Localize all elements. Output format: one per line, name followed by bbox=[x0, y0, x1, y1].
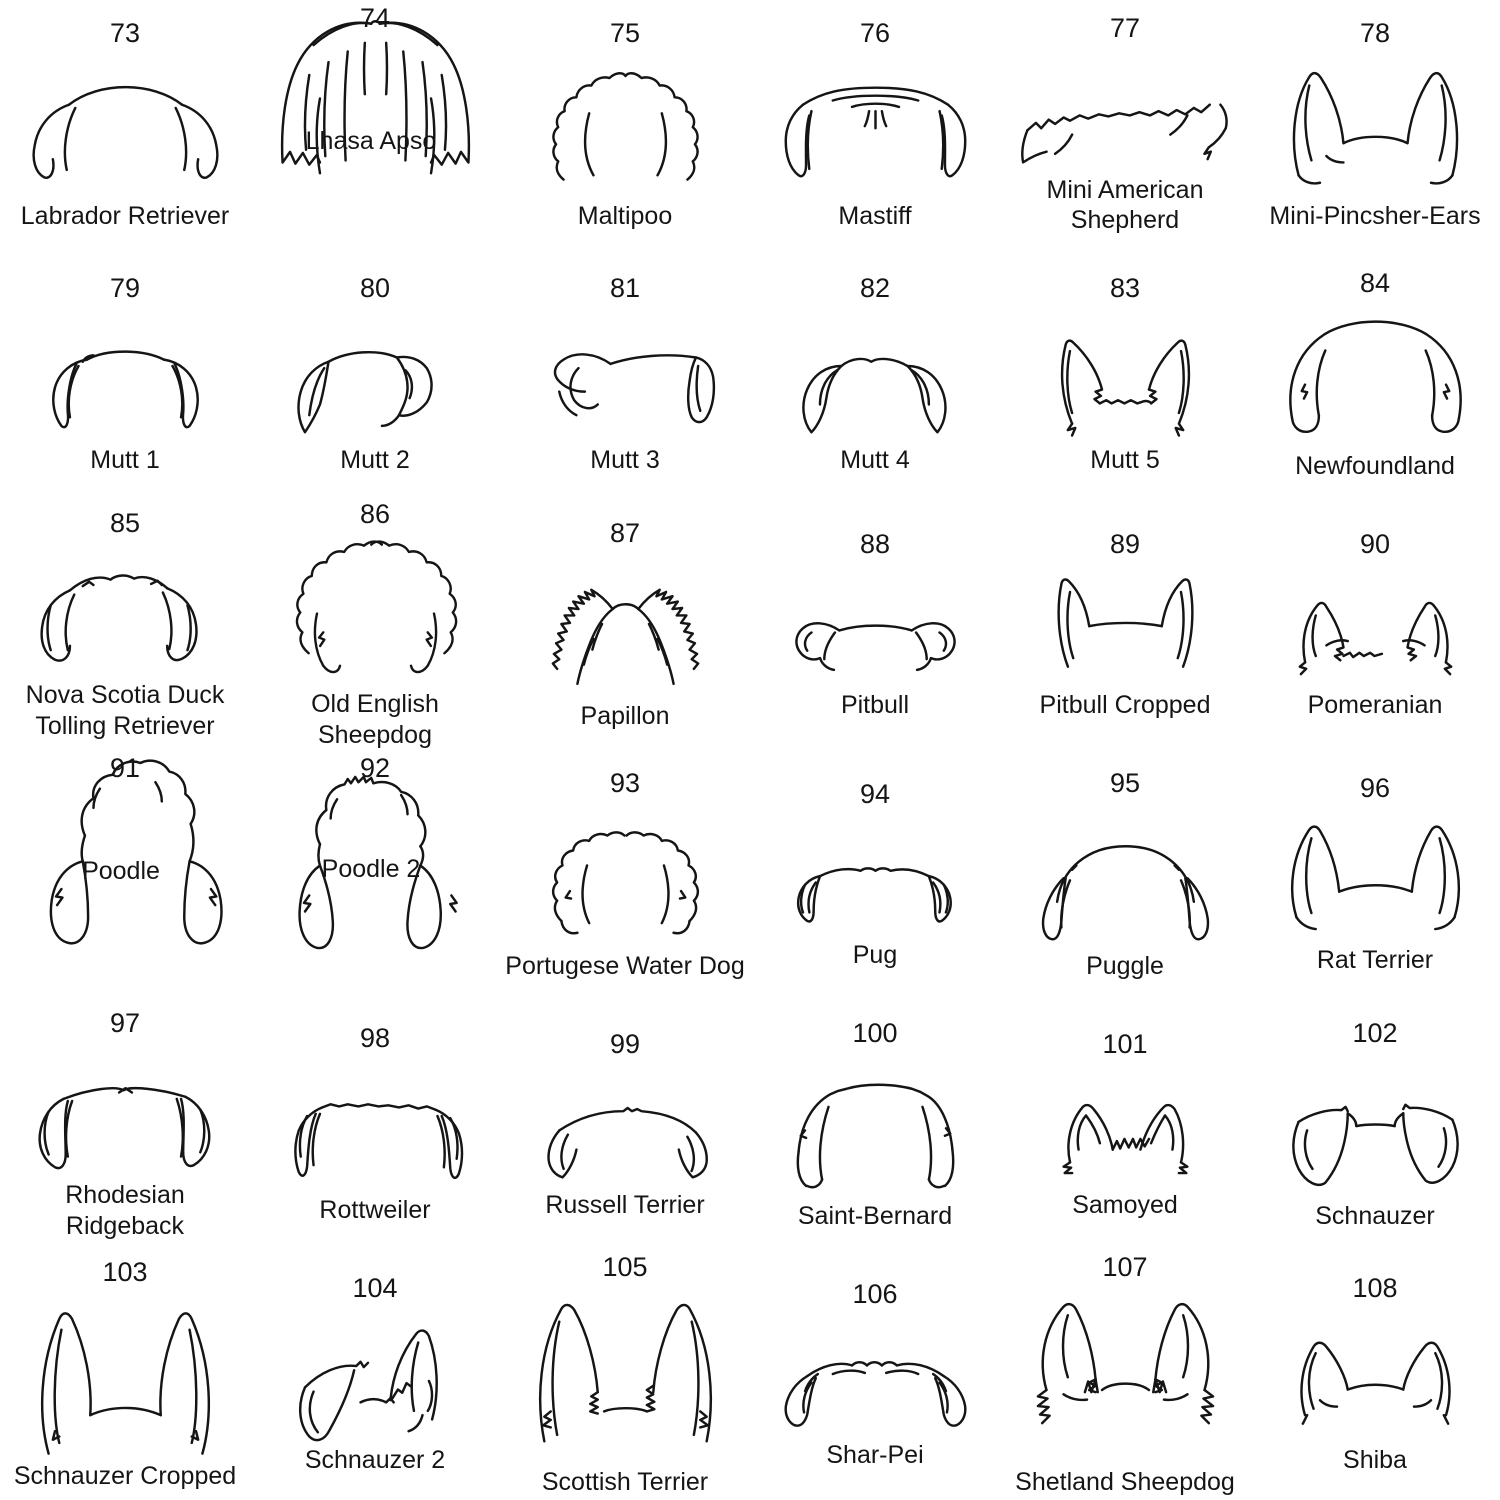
samoyed-ears-drawing bbox=[1008, 1060, 1243, 1188]
puggle-ears-drawing bbox=[1008, 799, 1243, 949]
ear-cell bbox=[1000, 500, 1250, 750]
ear-label: Russell Terrier bbox=[545, 1190, 705, 1219]
mutt3-ears-drawing bbox=[508, 304, 743, 443]
pwd-ears-drawing bbox=[508, 799, 743, 949]
ear-number: 86 bbox=[359, 499, 391, 529]
ear-number: 107 bbox=[1102, 1251, 1148, 1282]
ear-label: Scottish Terrier bbox=[541, 1467, 709, 1496]
ear-cell bbox=[500, 1250, 750, 1500]
pomeranian-ears-drawing bbox=[1258, 560, 1493, 688]
ear-number: 77 bbox=[1109, 13, 1141, 44]
ear-cell bbox=[1250, 0, 1500, 250]
scottie-ears-drawing bbox=[508, 1283, 743, 1465]
ear-cell bbox=[1000, 250, 1250, 500]
ear-number: 106 bbox=[852, 1278, 898, 1309]
ear-number: 89 bbox=[1109, 528, 1141, 559]
ear-label: Newfoundland bbox=[1295, 451, 1455, 480]
schnauzer2-ears-drawing bbox=[258, 1304, 493, 1443]
ear-label: Mini American Shepherd bbox=[1046, 175, 1204, 235]
ear-label: Pug bbox=[852, 940, 898, 969]
ear-cell bbox=[500, 1000, 750, 1250]
ear-cell bbox=[750, 750, 1000, 1000]
ear-number: 99 bbox=[609, 1028, 641, 1059]
sheltie-ears-drawing bbox=[1008, 1283, 1243, 1465]
mutt2-ears-drawing bbox=[258, 304, 493, 443]
ear-number: 82 bbox=[859, 273, 891, 304]
ear-number: 81 bbox=[609, 273, 641, 304]
miniamerican-ears-drawing bbox=[1008, 45, 1243, 173]
maltipoo-ears-drawing bbox=[508, 49, 743, 199]
ear-number: 105 bbox=[602, 1251, 648, 1282]
saintbernard-ears-drawing bbox=[758, 1049, 993, 1199]
ear-number: 94 bbox=[859, 778, 891, 809]
ear-label: Rhodesian Ridgeback bbox=[65, 1181, 185, 1240]
ear-label: Schnauzer Cropped bbox=[13, 1462, 237, 1491]
ear-cell bbox=[1000, 1250, 1250, 1500]
mutt1-ears-drawing bbox=[8, 304, 243, 443]
ear-cell bbox=[0, 1000, 250, 1250]
rhodesian-ears-drawing bbox=[8, 1039, 243, 1178]
ear-label: Schnauzer 2 bbox=[304, 1446, 446, 1475]
ear-label: Shiba bbox=[1343, 1446, 1407, 1475]
ear-cell bbox=[0, 1250, 250, 1500]
ear-number: 88 bbox=[859, 528, 891, 559]
mastiff-ears-drawing bbox=[758, 49, 993, 199]
ear-number: 102 bbox=[1352, 1017, 1398, 1048]
ear-number: 76 bbox=[859, 17, 891, 48]
ear-cell bbox=[0, 250, 250, 500]
ear-cell bbox=[250, 500, 500, 750]
ear-label: Puggle bbox=[1086, 951, 1164, 980]
ear-number: 87 bbox=[609, 517, 641, 548]
ear-cell bbox=[1250, 250, 1500, 500]
ear-number: 75 bbox=[609, 17, 641, 48]
ear-label: Lhasa Apso bbox=[305, 127, 437, 155]
ear-cell bbox=[0, 0, 250, 250]
oldenglish-ears-drawing bbox=[258, 530, 493, 687]
shiba-ears-drawing bbox=[1258, 1304, 1493, 1443]
ear-label: Shar-Pei bbox=[826, 1440, 924, 1469]
ear-cell bbox=[0, 750, 250, 1000]
ear-number: 108 bbox=[1352, 1273, 1398, 1304]
ear-number: 90 bbox=[1359, 528, 1391, 559]
ear-label: Portugese Water Dog bbox=[505, 951, 745, 980]
ear-cell bbox=[500, 750, 750, 1000]
schnauzer-ears-drawing bbox=[1258, 1049, 1493, 1199]
ear-label: Pomeranian bbox=[1307, 690, 1443, 719]
ear-cell bbox=[1250, 1250, 1500, 1500]
newfoundland-ears-drawing bbox=[1258, 299, 1493, 449]
pug-ears-drawing bbox=[758, 810, 993, 938]
ear-cell bbox=[250, 250, 500, 500]
russell-ears-drawing bbox=[508, 1060, 743, 1188]
ear-label: Pitbull Cropped bbox=[1039, 690, 1211, 719]
mutt5-ears-drawing bbox=[1008, 304, 1243, 443]
ear-label: Schnauzer bbox=[1315, 1201, 1435, 1230]
ear-number: 95 bbox=[1109, 767, 1141, 798]
ear-label: Saint-Bernard bbox=[797, 1201, 953, 1230]
novascotia-ears-drawing bbox=[8, 539, 243, 678]
ear-cell bbox=[500, 250, 750, 500]
ear-cell bbox=[500, 0, 750, 250]
ear-cell bbox=[1250, 750, 1500, 1000]
ear-label: Mutt 3 bbox=[590, 446, 660, 475]
ear-label: Mutt 5 bbox=[1090, 446, 1160, 475]
ear-label: Shetland Sheepdog bbox=[1015, 1467, 1235, 1496]
papillon-ears-drawing bbox=[508, 549, 743, 699]
pitbull-ears-drawing bbox=[758, 560, 993, 688]
ear-label: Samoyed bbox=[1072, 1190, 1178, 1219]
ear-cell bbox=[750, 1250, 1000, 1500]
ear-label: Rat Terrier bbox=[1316, 946, 1434, 975]
pitbullcropped-ears-drawing bbox=[1008, 560, 1243, 688]
minpin-ears-drawing bbox=[1258, 49, 1493, 199]
ear-label: Pitbull bbox=[840, 690, 910, 719]
ear-cell bbox=[1250, 500, 1500, 750]
ear-number: 79 bbox=[109, 273, 141, 304]
ear-cell bbox=[0, 500, 250, 750]
ear-cell bbox=[750, 250, 1000, 500]
ear-cell bbox=[1000, 1000, 1250, 1250]
ear-cell bbox=[250, 0, 500, 250]
ear-cell bbox=[750, 500, 1000, 750]
ear-number: 85 bbox=[109, 507, 141, 538]
ear-label: Mini-Pincsher-Ears bbox=[1269, 201, 1481, 230]
ear-cell bbox=[250, 1000, 500, 1250]
ear-label: Mutt 4 bbox=[840, 446, 910, 475]
ear-cell bbox=[750, 1000, 1000, 1250]
ear-number: 78 bbox=[1359, 17, 1391, 48]
ear-label: Rottweiler bbox=[319, 1196, 431, 1225]
labrador-ears-drawing bbox=[8, 49, 243, 199]
ear-number: 83 bbox=[1109, 273, 1141, 304]
ear-number: 104 bbox=[352, 1273, 398, 1304]
ear-number: 101 bbox=[1102, 1028, 1148, 1059]
ear-label: Mutt 2 bbox=[340, 446, 410, 475]
ear-number: 91 bbox=[109, 753, 141, 783]
ear-cell bbox=[250, 1250, 500, 1500]
ear-label: Poodle 2 bbox=[321, 855, 421, 883]
ear-label: Mutt 1 bbox=[90, 446, 160, 475]
ear-cell bbox=[1000, 0, 1250, 250]
sharpei-ears-drawing bbox=[758, 1310, 993, 1438]
ear-cell bbox=[500, 500, 750, 750]
ear-number: 103 bbox=[102, 1257, 148, 1288]
ear-cell bbox=[1250, 1000, 1500, 1250]
ear-label: Nova Scotia Duck Tolling Retriever bbox=[25, 681, 225, 740]
ear-label: Labrador Retriever bbox=[20, 201, 230, 230]
ear-label: Papillon bbox=[580, 701, 670, 730]
ear-label: Old English Sheepdog bbox=[311, 690, 439, 749]
ear-number: 98 bbox=[359, 1023, 391, 1054]
ear-label: Mastiff bbox=[838, 201, 912, 230]
ear-number: 100 bbox=[852, 1017, 898, 1048]
ear-label: Maltipoo bbox=[577, 201, 673, 230]
ear-number: 74 bbox=[359, 3, 391, 33]
ear-number: 92 bbox=[359, 753, 391, 783]
schnauzercropped-ears-drawing bbox=[8, 1288, 243, 1459]
ear-number: 93 bbox=[609, 767, 641, 798]
ear-number: 96 bbox=[1359, 773, 1391, 804]
rottweiler-ears-drawing bbox=[258, 1054, 493, 1193]
ear-number: 80 bbox=[359, 273, 391, 304]
ratterrier-ears-drawing bbox=[1258, 804, 1493, 943]
mutt4-ears-drawing bbox=[758, 304, 993, 443]
ear-cell bbox=[1000, 750, 1250, 1000]
ear-cell bbox=[250, 750, 500, 1000]
ear-number: 73 bbox=[109, 17, 141, 48]
ear-cell bbox=[750, 0, 1000, 250]
ear-label: Poodle bbox=[82, 857, 160, 885]
ear-number: 84 bbox=[1359, 267, 1391, 298]
ear-number: 97 bbox=[109, 1007, 141, 1038]
